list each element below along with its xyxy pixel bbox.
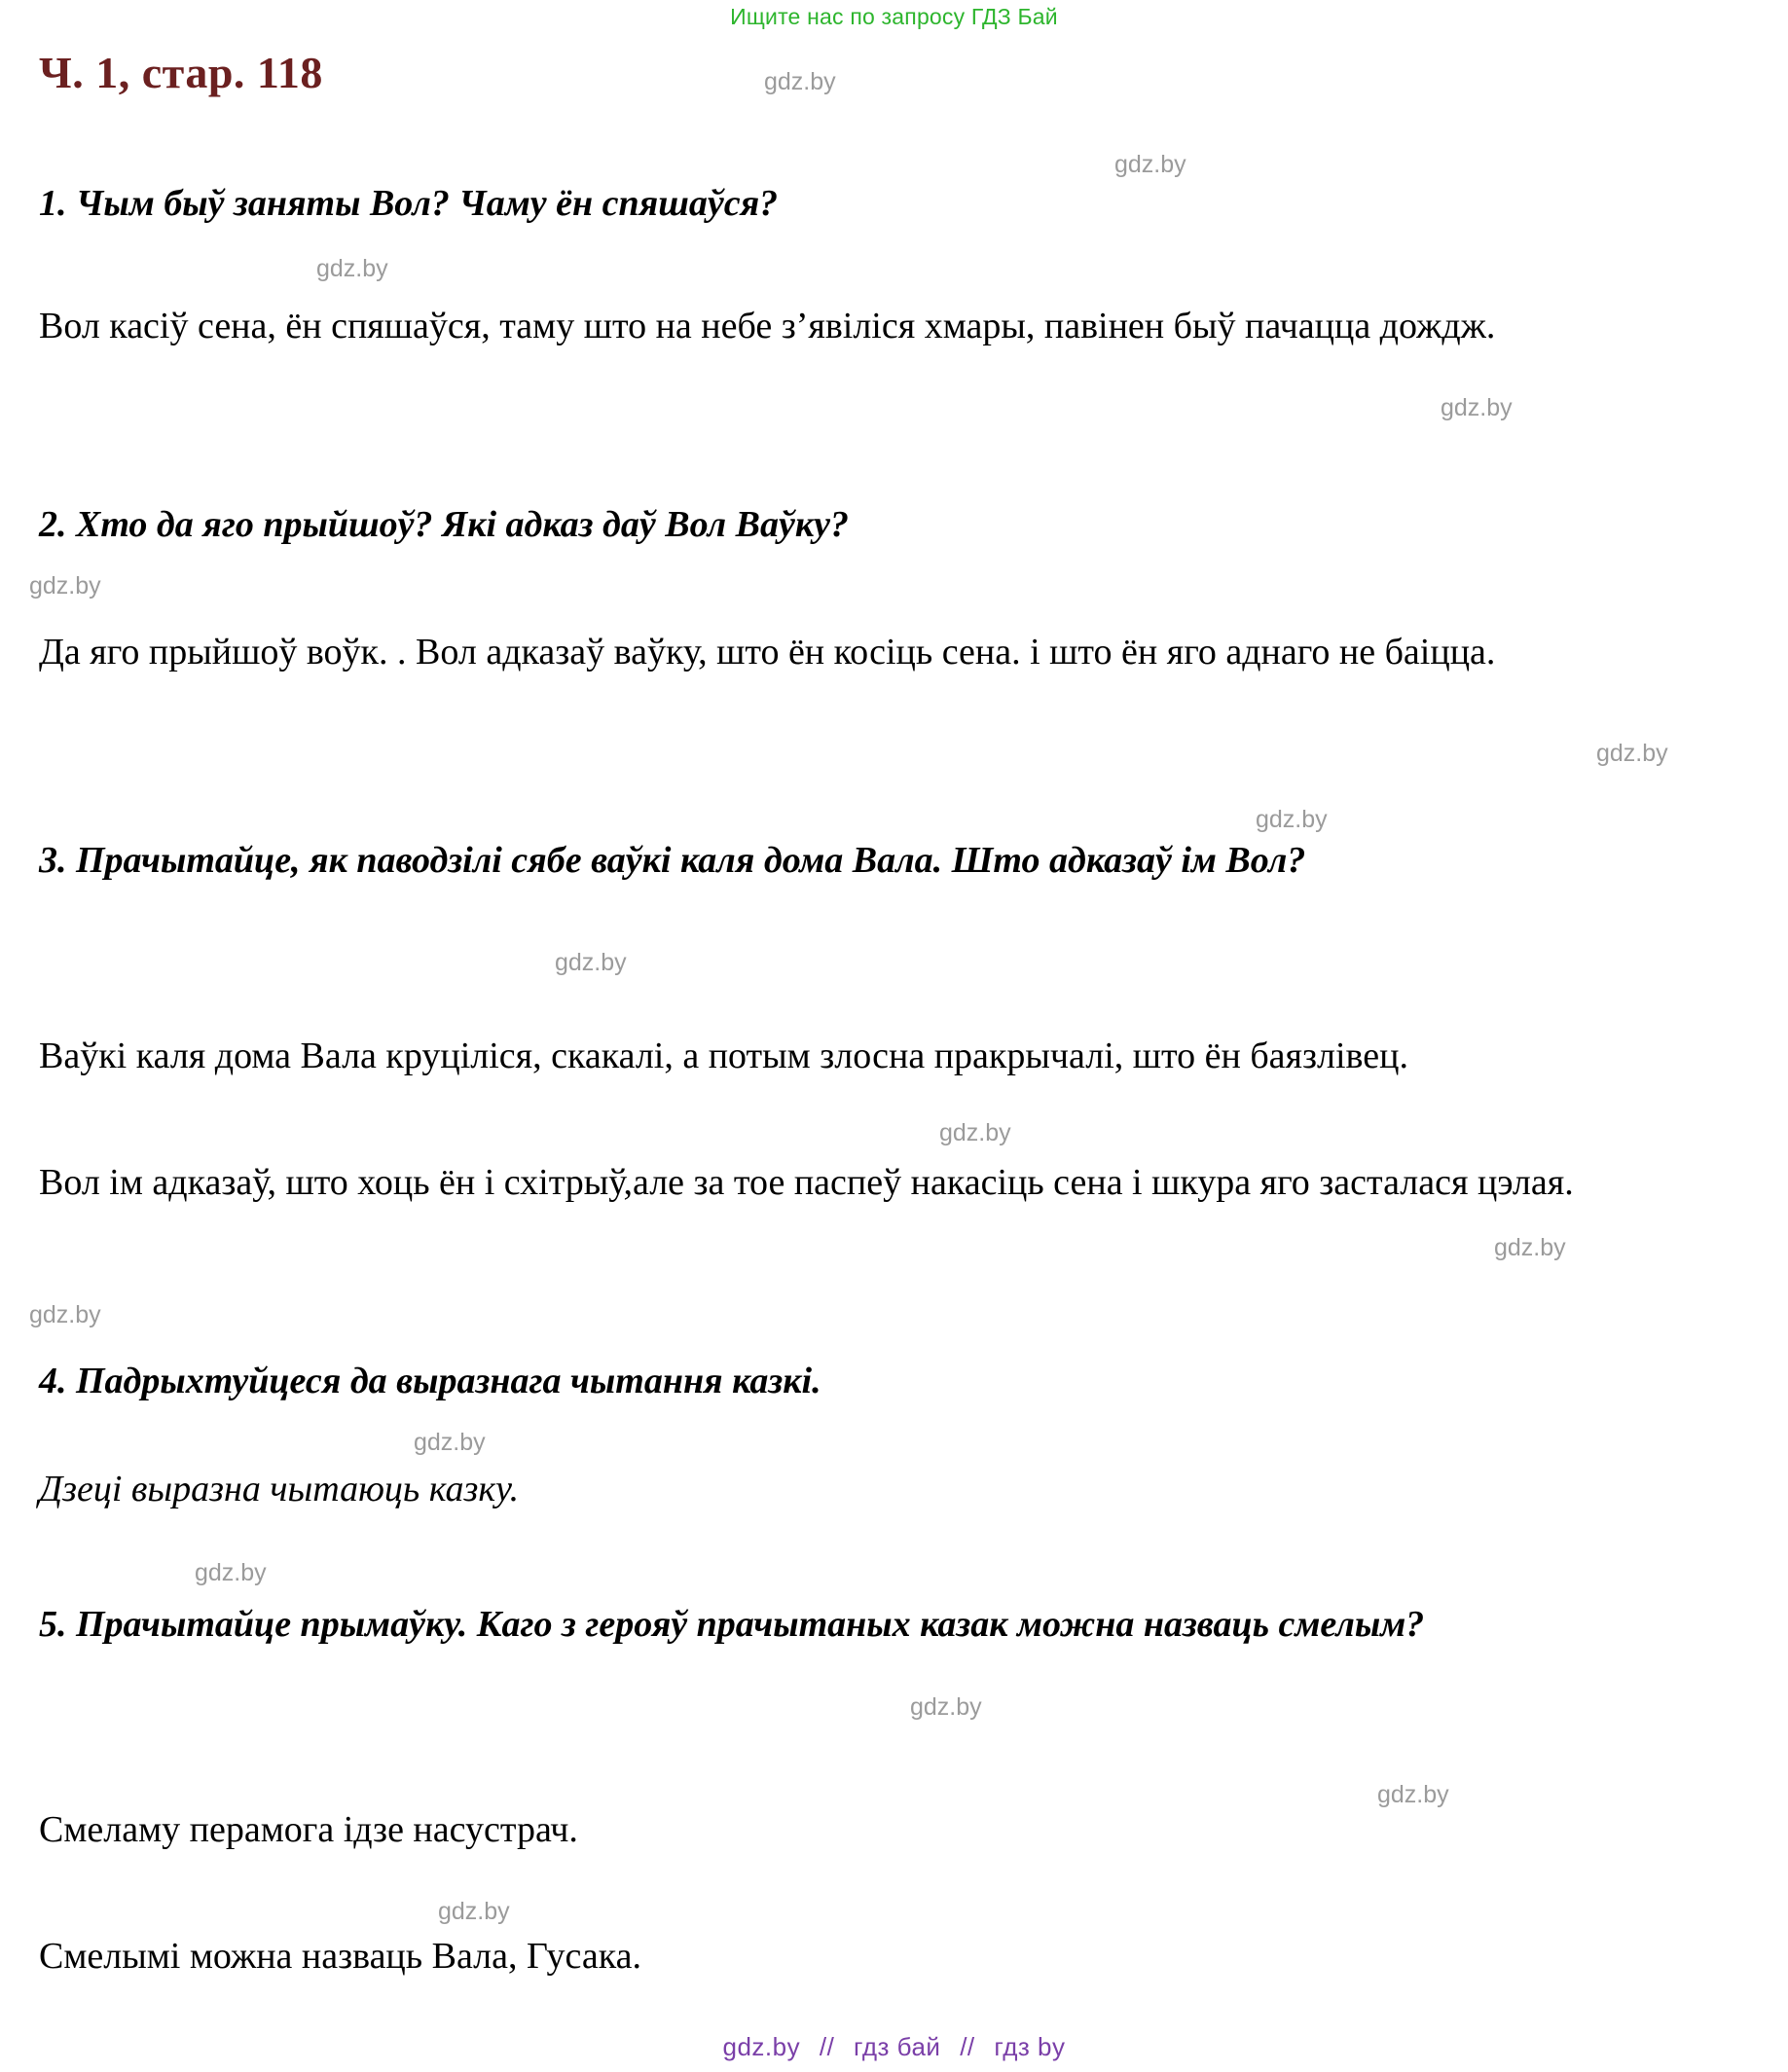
answer-1-text: Вол касіў сена, ён спяшаўся, таму што на небе з’явіліся хмары, павінен быў пачацца дождж. [39, 306, 1496, 346]
watermark: gdz.by [195, 1559, 267, 1586]
question-3-text: 3. Прачытайце, як паводзілі сябе ваўкі каля дома Вала. Што адказаў ім Вол? [39, 840, 1306, 881]
promo-banner: Ищите нас по запросу ГДЗ Бай [730, 4, 1058, 29]
watermark: gdz.by [910, 1693, 982, 1721]
page-footer [0, 2032, 1788, 2062]
question-5-text: 5. Прачытайце прымаўку. Каго з герояў прачытаных казак можна назваць смелым? [39, 1604, 1425, 1645]
answer-5b [39, 1932, 1749, 1981]
question-4-text: 4. Падрыхтуйцеся да выразнага чытання казкі. [39, 1361, 821, 1401]
watermark: gdz.by [414, 1429, 486, 1456]
answer-2-text: Да яго прыйшоў воўк. . Вол адказаў ваўку, што ён косіць сена. і што ён яго аднаго не баіцца. [39, 632, 1496, 672]
footer-separator-1: // [819, 2032, 835, 2061]
watermark: gdz.by [764, 68, 836, 95]
watermark: gdz.by [1494, 1234, 1566, 1261]
answer-3a [39, 1032, 1749, 1081]
answer-4 [39, 1465, 1749, 1514]
answer-3a-text: Ваўкі каля дома Вала круціліся, скакалі, а потым злосна пракрычалі, што ён баязлівец. [39, 1036, 1408, 1076]
question-5 [39, 1601, 1749, 1649]
watermark: gdz.by [29, 1301, 101, 1328]
answer-3b-text: Вол ім адказаў, што хоць ён і схітрыў,але за тое паспеў накасіць сена і шкура яго засталася цэлая. [39, 1162, 1574, 1203]
watermark: gdz.by [1377, 1781, 1449, 1808]
answer-5a [39, 1805, 1749, 1855]
question-1-text: 1. Чым быў заняты Вол? Чаму ён спяшаўся? [39, 183, 779, 224]
footer-part-1: gdz.by [722, 2032, 801, 2061]
watermark: gdz.by [316, 255, 388, 282]
footer-part-2: гдз бай [854, 2032, 941, 2061]
answer-4-text: Дзеці выразна чытаюць казку. [39, 1469, 520, 1509]
question-4 [39, 1358, 1749, 1405]
answer-5a-text: Смеламу перамога ідзе насустрач. [39, 1809, 578, 1850]
watermark: gdz.by [29, 572, 101, 600]
question-2-text: 2. Хто да яго прыйшоў? Які адказ даў Вол Ваўку? [39, 504, 849, 545]
watermark: gdz.by [1114, 151, 1186, 178]
answer-1 [39, 302, 1749, 351]
watermark: gdz.by [1596, 740, 1668, 767]
page-title: Ч. 1, стар. 118 [39, 48, 323, 97]
question-1 [39, 180, 1749, 228]
watermark: gdz.by [555, 949, 627, 976]
question-3 [39, 837, 1749, 885]
watermark: gdz.by [1441, 394, 1513, 421]
answer-5b-text: Смелымі можна назваць Вала, Гусака. [39, 1936, 641, 1977]
answer-2 [39, 628, 1749, 677]
question-2 [39, 501, 1749, 549]
watermark: gdz.by [939, 1119, 1011, 1146]
footer-part-3: гдз by [994, 2032, 1066, 2061]
watermark: gdz.by [1256, 806, 1328, 833]
answer-3b [39, 1158, 1749, 1208]
footer-separator-2: // [960, 2032, 975, 2061]
watermark: gdz.by [438, 1898, 510, 1925]
